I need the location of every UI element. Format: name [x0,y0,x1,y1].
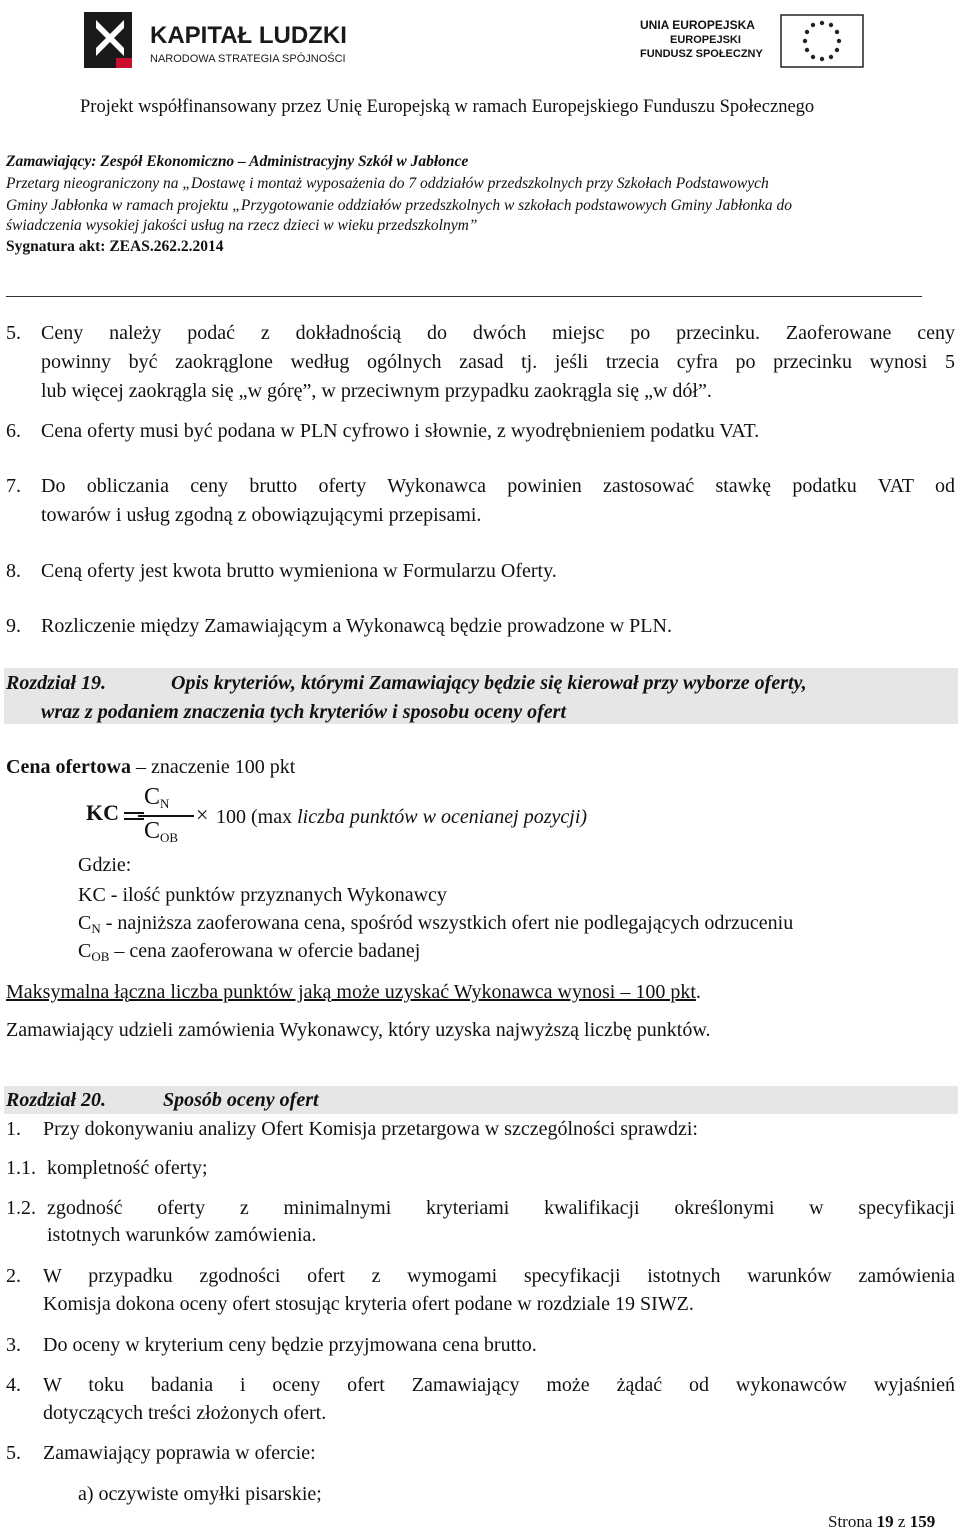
criterion-line [6,755,295,779]
c20-item-5-num: 5. [6,1442,21,1464]
chapter-19-title-2: wraz z podaniem znaczenia tych kryteriów i sposobu oceny ofert [41,701,567,723]
c20-item-2-line-2: Komisja dokona oceny ofert stosując kryteria ofert podane w rozdziale 19 SIWZ. [43,1293,694,1315]
item-6-num: 6. [6,420,21,442]
def-cob [78,939,420,969]
kapital-ludzki-logo [80,6,380,76]
def-cn-sub: N [91,921,101,936]
def-cn-symbol: C [78,912,92,934]
tender-line-1: Przetarg nieograniczony na „Dostawę i montaż wyposażenia do 7 oddziałów przedszkolnych przy Szkołach Podstawowych [6,175,769,192]
c20-item-1-2-num: 1.2. [6,1197,36,1219]
header-divider [6,296,922,297]
eu-line3: FUNDUSZ SPOŁECZNY [640,48,763,60]
eu-line1: UNIA EUROPEJSKA [640,18,755,32]
kapital-ludzki-emblem-icon [80,8,140,74]
project-line: Projekt współfinansowany przez Unię Europejską w ramach Europejskiego Funduszu Społecznego [80,97,815,117]
logo-name: KAPITAŁ LUDZKI [150,22,347,49]
item-9-num: 9. [6,615,21,637]
max-points-line: Maksymalna łączna liczba punktów jaką może uzyskać Wykonawca wynosi – 100 pkt. [6,981,701,1003]
formula-den-symbol: C [144,818,161,844]
signature: Sygnatura akt: ZEAS.262.2.2014 [6,238,224,255]
formula-den-sub: OB [160,830,179,845]
chapter-20-title: Sposób oceny ofert [163,1089,319,1111]
item-5-line-1: Ceny należy podać z dokładnością do dwóch miejsc po przecinku. Zaoferowane ceny [41,322,955,344]
item-6-line-1: Cena oferty musi być podana w PLN cyfrowo i słownie, z wyodrębnieniem podatku VAT. [41,420,760,442]
logo-subtitle: NARODOWA STRATEGIA SPÓJNOŚCI [150,53,346,65]
item-7-num: 7. [6,475,21,497]
c20-item-3-num: 3. [6,1334,21,1356]
page-prefix: Strona [828,1512,873,1531]
chapter-20-heading-bg [4,1086,958,1114]
price-formula [86,784,686,850]
eu-line2: EUROPEJSKI [670,34,741,46]
tender-line-2: Gminy Jabłonka w ramach projektu „Przygotowanie oddziałów przedszkolnych w szkołach podstawowych Gminy Jabłonka do [6,197,792,214]
def-cob-symbol: C [78,940,92,962]
page-number [828,1510,935,1534]
criterion-name: Cena ofertowa [6,756,131,778]
formula-rhs [216,806,587,829]
c20-item-1: Przy dokonywaniu analizy Ofert Komisja przetargowa w szczególności sprawdzi: [43,1118,698,1140]
item-5-line-2: powinny być zaokrąglone według ogólnych zasad tj. jeśli trzecia cyfra po przecinku wynosi 5 [41,351,955,373]
formula-rhs-plain: 100 (max [216,806,298,828]
c20-item-5: Zamawiający poprawia w ofercie: [43,1442,316,1464]
formula-num-symbol: C [144,784,161,810]
item-7-line-1: Do obliczania ceny brutto oferty Wykonawca powinien zastosować stawkę podatku VAT od [41,475,955,497]
c20-item-1-1: kompletność oferty; [47,1157,208,1179]
client-line: Zamawiający: Zespół Ekonomiczno – Administracyjny Szkół w Jabłonce [6,153,469,170]
formula-multiply: × [196,802,209,827]
c20-item-3: Do oceny w kryterium ceny będzie przyjmowana cena brutto. [43,1334,537,1356]
formula-lhs: KC [86,800,119,825]
formula-equals-bottom [124,818,144,820]
eu-logo [630,14,930,70]
award-line: Zamawiający udzieli zamówienia Wykonawcy, który uzyska najwyższą liczbę punktów. [6,1019,711,1041]
item-7-line-2: towarów i usług zgodną z obowiązującymi przepisami. [41,504,482,526]
c20-item-4-num: 4. [6,1374,21,1396]
c20-item-1-2-line-1: zgodność oferty z minimalnymi kryteriami kwalifikacji określonymi w specyfikacji [47,1197,955,1219]
c20-item-4-line-2: dotyczących treści złożonych ofert. [43,1402,327,1424]
def-kc: KC - ilość punktów przyznanych Wykonawcy [78,884,447,906]
def-cn [78,911,793,941]
c20-item-1-num: 1. [6,1118,21,1140]
formula-equals-top [124,812,144,814]
page-mid: z [897,1512,906,1531]
chapter-19-title-1: Opis kryteriów, którymi Zamawiający będzie się kierował przy wyborze oferty, [171,672,807,694]
item-5-num: 5. [6,322,21,344]
criterion-weight: – znaczenie 100 pkt [135,756,296,778]
page-total: 159 [909,1512,936,1531]
formula-denominator [144,818,178,846]
c20-item-5a: a) oczywiste omyłki pisarskie; [78,1483,322,1505]
formula-num-sub: N [160,796,170,811]
c20-item-4-line-1: W toku badania i oceny ofert Zamawiający może żądać od wykonawców wyjaśnień [43,1374,955,1396]
c20-item-2-line-1: W przypadku zgodności ofert z wymogami specyfikacji istotnych warunków zamówienia [43,1265,955,1287]
formula-rhs-italic: liczba punktów w ocenianej pozycji) [297,806,588,828]
c20-item-1-2-line-2: istotnych warunków zamówienia. [47,1224,317,1246]
item-8-num: 8. [6,560,21,582]
item-8-line-1: Ceną oferty jest kwota brutto wymieniona w Formularzu Oferty. [41,560,557,582]
def-cn-text: - najniższa zaoferowana cena, spośród wszystkich ofert nie podlegających odrzuceniu [100,912,794,934]
c20-item-2-num: 2. [6,1265,21,1287]
tender-line-3: świadczenia wysokiej jakości usług na rzecz dzieci w wieku przedszkolnym” [6,217,478,234]
c20-item-1-1-num: 1.1. [6,1157,36,1179]
chapter-19-label: Rozdział 19. [6,672,107,694]
formula-fraction-bar [138,815,194,817]
page-current: 19 [876,1512,894,1531]
eu-flag-icon [780,14,864,68]
item-5-line-3: lub więcej zaokrągla się „w górę”, w przeciwnym przypadku zaokrągla się „w dół”. [41,380,712,402]
where-label: Gdzie: [78,854,132,876]
formula-numerator [144,784,169,812]
item-9-line-1: Rozliczenie między Zamawiającym a Wykonawcą będzie prowadzone w PLN. [41,615,672,637]
chapter-20-label: Rozdział 20. [6,1089,107,1111]
def-cob-sub: OB [91,949,110,964]
def-cob-text: – cena zaoferowana w ofercie badanej [109,940,421,962]
max-points: Maksymalna łączna liczba punktów jaką może uzyskać Wykonawca wynosi – 100 pkt [6,981,696,1003]
